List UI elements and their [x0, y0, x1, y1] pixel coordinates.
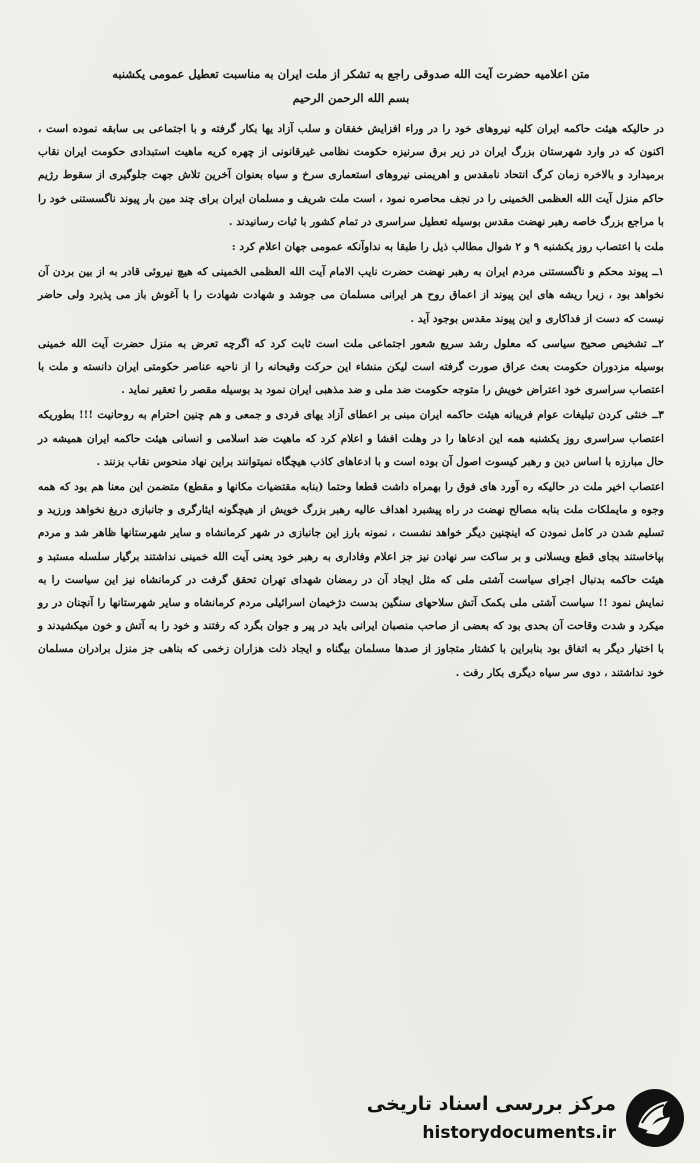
paragraph-point-1: ۱ــ پیوند محکم و ناگسستنی مردم ایران به رهبر نهضت حضرت نایب الامام آیت الله العظمی الخمینی که هیچ نیروئی قادر به از بین بردن آن نخواهد بود ، زیرا ریشه های این پیوند از اعماق روح هر ایرانی مسلمان می جوشد و شهادت شهادت را با آغوش باز می پذیرد ولی حاضر نیست که دست از فداکاری و این پیوند مقدس بوجود آید .	[38, 266, 664, 325]
document-body	[38, 62, 664, 685]
paragraph-point-3: ۳ــ خنثی کردن تبلیغات عوام فریبانه هیئت حاکمه ایران مبنی بر اعطای آزاد یهای فردی و جمعی و هم چنین احترام به روحانیت !!! بطوریکه اعتصاب سراسری روز یکشنبه همه این ادعاها را در وهلت افشا و اعلام کرد که ماهیت ضد اسلامی و انسانی هیئت حاکمه ایران همیشه در حال مبارزه با اساس دین و رهبر کیسوت اصول آن بوده است و با ادعاهای کاذب هیچگاه نمیتوانند براین نهاد منحوس نقاب بزنند .	[38, 409, 664, 468]
paragraph-conclusion: اعتصاب اخیر ملت در حالیکه ره آورد های فوق را بهمراه داشت قطعا وحتما (بنابه مقتضیات مکانها و مقطع) متضمن این معنا هم بود که همه وجوه و مایملکات ملت بنابه مصالح نهضت در راه پیشبرد اهداف عالیه رهبر بزرگ خویش از هیچگونه ایثارگری و جانبازی دریغ نخواهد ورزید و تسلیم شدن در کامل نمودن که اینچنین دیگر خواهد نشست ، نمونه بارز این جانبازی در شهر کرمانشاه و سایر شهرستانها ظاهر شد و مردم بپاخاستند بجای قطع ویسلانی و بر ساکت سر نهادن نیز جز اعلام وفاداری به رهبر خود یعنی آیت الله خمینی نداشتند برگیار سلسله مستبد و هیئت حاکمه بدنبال اجرای سیاست آشتی ملی که مثل ایجاد آن در رمضان شهدای تهران تحقق گرفت در کرمانشاه نیز این سیاست را به نمایش نمود !! سیاست آشتی ملی بکمک آتش سلاحهای سنگین بدست دژخیمان اسرائیلی مردم کرمانشاه و سایر شهرستانها را آنچنان در رو میکرد و شدت وقاحت آن بحدی بود که بعضی از صاحب منصبان ایرانی باید در پیر و جوان بگرد که رفتند و خود را به آتش و خون میکشیدند و با اختیار دیگر به اتفاق بود بنابراین با کشتار متجاوز از صدها مسلمان بیگناه و ایجاد ذلت هزاران زخمی که بناهی جز منزل برادران مسلمان خود نداشتند ، دوی سر سیاه دیگری بکار رفت .	[38, 481, 664, 679]
paragraph-announcement: ملت با اعتصاب روز یکشنبه ۹ و ۲ شوال مطالب ذیل را طبقا به نداوآنکه عمومی جهان اعلام کرد :	[231, 241, 664, 254]
org-website: historydocuments.ir	[422, 1123, 616, 1143]
paragraph-point-2: ۲ــ تشخیص صحیح سیاسی که معلول رشد سریع شعور اجتماعی ملت است ثابت کرد که اگرچه تعرض به منزل حضرت آیت الله خمینی بوسیله مزدوران حکومت بعث عراق صورت گرفته است لیکن منشاء این حرکت وقیحانه را از ناحیه عناصر حکومتی ایران دانسته و ملت با اعتصاب سراسری خود اعتراض خویش را متوجه حکومت ضد ملی و ضد مذهبی ایران نمود بد بوسیله مقصر را تعقیر نماید .	[38, 337, 664, 397]
document-archive-icon	[624, 1087, 686, 1149]
org-name: مرکز بررسی اسناد تاریخی	[366, 1093, 616, 1115]
paragraph-intro: در حالیکه هیئت حاکمه ایران کلیه نیروهای خود را در وراء افزایش خفقان و سلب آزاد یها بکار گرفته و با اجتماعی بی سابقه نموده است ، اکنون که در وارد شهرستان بزرگ ایران در زیر برق سرنیزه حکومت نظامی غیرقانونی از چهره کریه ماهیت استبدادی حکومت ایران نقاب برمیدارد و بالاخره زمان کرگ انتحاد نامقدس و اهریمنی نیروهای استعماری سرخ و سیاه بعنوان آخرین تلاش جهت جلوگیری از سقوط رژیم حاکم منزل آیت الله العظمی الخمینی را در نجف محاصره نمود ، است ملت شریف و مسلمان ایران برای چند مین بار پیوند ناگسستنی خود را با مراجع بزرگ خاصه رهبر نهضت مقدس بوسیله تعطیل سراسری در تمام کشور با ثبات رسانیدند .	[38, 123, 664, 228]
archive-logo	[366, 1085, 686, 1155]
bismillah-heading: بسم الله الرحمن الرحیم	[292, 91, 410, 105]
document-title: متن اعلامیه حضرت آیت الله صدوقی راجع به تشکر از ملت ایران به مناسبت تعطیل عمومی یکشنبه	[112, 67, 590, 81]
